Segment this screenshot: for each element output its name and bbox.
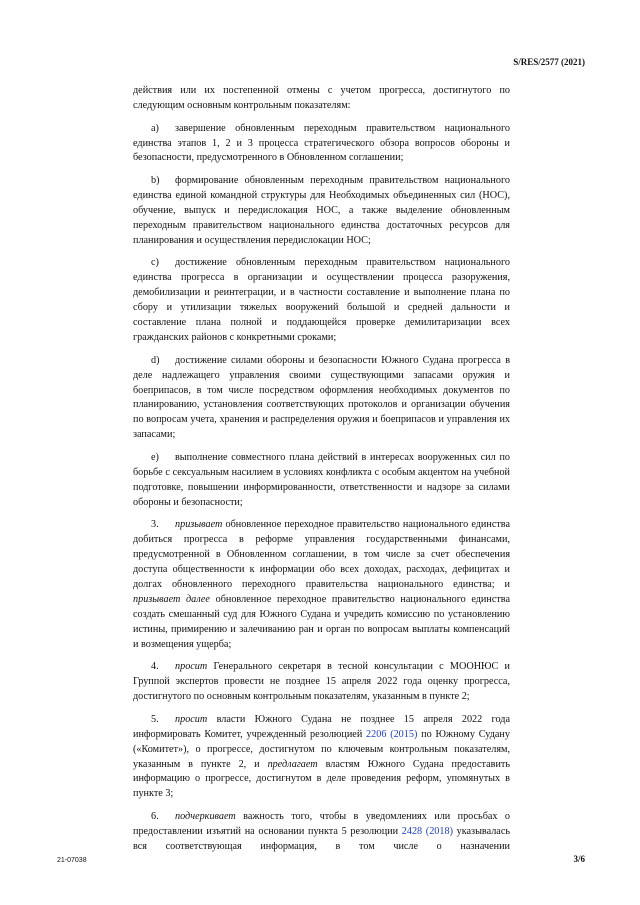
resolution-link[interactable]: 2428 (2018) — [401, 825, 453, 837]
item-letter: a) — [151, 122, 159, 134]
paragraph-text: по Южному Судану («Комитет»), о прогрессе, достигнутом по ключевым контрольным показателям, указанным в пункте 2, и — [133, 728, 510, 770]
paragraph-text: указывалась вся соответствующая информация, в том числе о назначении — [133, 825, 510, 852]
paragraph-text: власти Южного Судана не позднее 15 апреля 2022 года информировать Комитет, учрежденный резолюцией — [133, 713, 510, 740]
operative-verb: подчеркивает — [175, 811, 236, 823]
document-symbol: S/RES/2577 (2021) — [513, 57, 585, 67]
intro-paragraph: действия или их постепенной отмены с учетом прогресса, достигнутого по следующим основным контрольным показателям: — [133, 85, 510, 111]
benchmark-d — [133, 354, 510, 443]
benchmark-c — [133, 256, 510, 345]
item-text: формирование обновленным переходным правительством национального единства единой командной структуры для Необходимых объединенных сил (НОС), обучение, выпуск и передислокация НОС, а также выделение обновленным переходным правительством национального единства достаточных ресурсов для планирования и осуществления передислокации НОС; — [133, 175, 510, 246]
item-letter: b) — [151, 175, 160, 187]
item-text: завершение обновленным переходным правительством национального единства этапов 1, 2 и 3 процесса стратегического обзора вопросов обороны и безопасности, предусмотренного в Обновленном соглашении; — [133, 122, 510, 164]
operative-verb: просит — [175, 713, 208, 725]
resolution-link[interactable]: 2206 (2015) — [366, 728, 418, 740]
document-body — [133, 84, 510, 863]
paragraph-text: обновленное переходное правительство национального единства добиться прогресса в реформе управления государственными финансами, предусмотренной в Обновленном соглашении, в том числе за счет обеспечения доступа общественности к информации обо всех доходах, расходах, дефицитах и долгах обновленного переходного правительства национального единства; и — [133, 519, 510, 590]
paragraph-number: 3. — [151, 519, 159, 531]
paragraph-text: обновленное переходное правительство национального единства создать смешанный суд для Южного Судана и учредить комиссию по установлению истины, примирению и залечиванию ран и орган по вопросам выплаты компенсаций и возмещения ущерба; — [133, 593, 510, 650]
paragraph-number: 5. — [151, 713, 159, 725]
item-letter: e) — [151, 451, 159, 463]
paragraph-number: 4. — [151, 661, 159, 673]
paragraph-text: Генерального секретаря в тесной консультации с МООНЮС и Группой экспертов провести не позднее 15 апреля 2022 года оценку прогресса, достигнутого по основным контрольным показателям, указанным в пункте 2; — [133, 661, 510, 703]
item-letter: c) — [151, 257, 159, 269]
paragraph-text: властям Южного Судана предоставить информацию о прогрессе, достигнутом в деле проведения реформ, упомянутых в пункте 3; — [133, 758, 510, 800]
paragraph-number: 6. — [151, 811, 159, 823]
operative-paragraph-6 — [133, 810, 510, 855]
page-number: 3/6 — [573, 854, 585, 864]
operative-verb: предлагает — [267, 758, 318, 770]
document-code: 21-07038 — [57, 857, 87, 864]
operative-verb: просит — [175, 661, 208, 673]
benchmark-e — [133, 451, 510, 511]
item-text: достижение силами обороны и безопасности Южного Судана прогресса в деле надлежащего управления своими существующими запасами оружия и боеприпасов, в том числе посредством оформления необходимых документов по планированию, установления соответствующих протоколов и организации обучения по вопросам учета, хранения и распределения оружия и боеприпасов и управления их запасами; — [133, 354, 510, 441]
paragraph-text: важность того, чтобы в уведомлениях или просьбах о предоставлении изъятий на основании пункта 5 резолюции — [133, 811, 510, 837]
operative-verb: призывает далее — [133, 593, 210, 605]
operative-paragraph-3 — [133, 518, 510, 652]
operative-verb: призывает — [175, 519, 223, 531]
benchmark-b — [133, 174, 510, 249]
benchmark-a — [133, 122, 510, 167]
operative-paragraph-4 — [133, 660, 510, 705]
item-text: достижение обновленным переходным правительством национального единства прогресса в организации и осуществлении процесса разоружения, демобилизации и реинтеграции, и в частности составление и выполнение плана по сбору и утилизации тяжелых вооружений большой и средней дальности и составление плана полной и поддающейся проверке демилитаризации всех гражданских районов с конкретными сроками; — [133, 257, 510, 343]
operative-paragraph-5 — [133, 713, 510, 802]
item-text: выполнение совместного плана действий в интересах вооруженных сил по борьбе с сексуальным насилием в условиях конфликта с особым акцентом на учебной подготовке, повышении информированности, ответственности и надзоре за силами обороны и безопасности; — [133, 451, 510, 508]
item-letter: d) — [151, 354, 160, 366]
